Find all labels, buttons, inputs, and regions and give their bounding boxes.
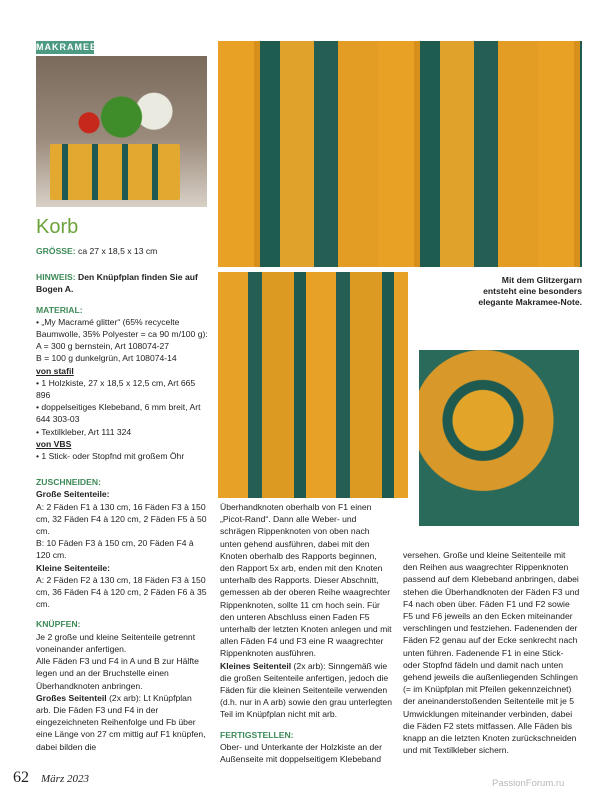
material-source-stafil: von stafil <box>36 365 74 376</box>
middle-p2 <box>220 660 392 721</box>
macrame-basket-image <box>50 144 180 200</box>
middle-column <box>220 501 392 765</box>
groesse-label: GRÖSSE: <box>36 246 76 256</box>
zuschneiden-heading: ZUSCHNEIDEN: <box>36 477 101 488</box>
issue-date: März 2023 <box>41 773 89 785</box>
hinweis-line <box>36 271 208 295</box>
hinweis-value: Den Knüpfplan finden Sie auf Bogen A. <box>36 272 198 295</box>
knuepfen-p1: Je 2 große und kleine Seitenteile getrennt voneinander anfertigen. <box>36 631 196 654</box>
gross-line-a: A: 2 Fäden F1 à 130 cm, 16 Fäden F3 à 150 cm, 32 Fäden F4 à 120 cm, 2 Fäden F5 à 50 cm. <box>36 501 207 537</box>
gross-label: Große Seitenteile: <box>36 489 110 500</box>
groesse-value: ca 27 x 18,5 x 13 cm <box>75 246 158 256</box>
knuepfen-heading: KNÜPFEN: <box>36 619 81 630</box>
klein-line-a: A: 2 Fäden F2 à 130 cm, 18 Fäden F3 à 150 cm, 36 Fäden F4 à 120 cm, 2 Fäden F6 à 35 cm. <box>36 574 207 610</box>
fertigstellen-heading: FERTIGSTELLEN: <box>220 729 294 740</box>
gross-seitenteil-label: Großes Seitenteil <box>36 692 107 703</box>
material-line-2: A = 300 g bernstein, Art 108074-27 <box>36 341 170 352</box>
knuepfen-p3 <box>36 692 208 753</box>
left-column <box>36 245 208 753</box>
material-line-6: • doppelseitiges Klebeband, 6 mm breit, Art 644 303-03 <box>36 402 201 425</box>
photo-caption: Mit dem Glitzergarn entsteht eine besonders elegante Makramee-Note. <box>478 275 582 307</box>
hinweis-label: HINWEIS: <box>36 272 76 283</box>
material-source-vbs: von VBS <box>36 438 72 449</box>
basket-photo <box>36 56 207 207</box>
page-number: 62 <box>13 769 29 786</box>
section-tag: MAKRAMEE <box>36 42 97 52</box>
article-title: Korb <box>36 216 79 238</box>
material-line-7: • Textilkleber, Art 111 324 <box>36 426 132 437</box>
vegetables-image <box>50 88 180 146</box>
knuepfen-p3-text: (2x arb): Lt Knüpfplan arb. Die Fäden F3 und F4 in der eingezeichneten Reihenfolge und Fb über eine Länge von 27 cm mittig auf F1 knüpfen, dabei bilden die <box>36 692 206 752</box>
material-line-5: • 1 Holzkiste, 27 x 18,5 x 12,5 cm, Art 665 896 <box>36 377 196 401</box>
gross-line-b: B: 10 Fäden F3 à 150 cm, 20 Fäden F4 à 120 cm. <box>36 538 194 561</box>
groesse-line <box>36 245 208 257</box>
klein-label: Kleine Seitenteile: <box>36 562 111 573</box>
watermark: PassionForum.ru <box>492 778 565 789</box>
middle-p2-text: (2x arb): Sinngemäß wie die großen Seitenteile anfertigen, jedoch die Fäden für die kleinen Seitenteile verwenden (d.h. nur in A arb) sowie den grau unterlegten Teil im Knüpfplan nicht mit arb. <box>220 660 392 720</box>
macrame-closeup-photo-middle <box>218 272 408 498</box>
material-heading: MATERIAL: <box>36 304 83 315</box>
material-line-9: • 1 Stick- oder Stopfnd mit großem Öhr <box>36 451 185 462</box>
macrame-detail-photo <box>416 347 582 529</box>
macrame-closeup-photo-top <box>218 41 582 267</box>
material-line-3: B = 100 g dunkelgrün, Art 108074-14 <box>36 353 177 364</box>
right-p1: versehen. Große und kleine Seitenteile mit den Reihen aus waagrechter Rippenknoten passend auf dem Klebeband anbringen, dabei stehen die Überhandknoten der Fäden F3 und F4 nach oben über. Fäden F1 und F2 sowie F5 und F6 jeweils an den Ecken miteinander verschlingen und festziehen. Fadenenden der Fäden F2 genau auf der Ecke senkrecht nach unten führen. Fadenende F1 in eine Stick- oder Stopfnd fädeln und damit nach unten gehend jeweils die außenliegenden Schlingen (= im Knüpfplan mit Pfeilen gekennzeichnet) der aneinanderstoßenden Seitenteile mit je 5 Umwicklungen miteinander verbinden, dabei die Fäden F2 stets mitfassen. Alle Fäden bis knapp an die letzten Knoten zurückschneiden und mit Textilkleber sichern. <box>403 550 580 756</box>
middle-p1: Überhandknoten oberhalb von F1 einen „Picot-Rand“. Dann alle Weber- und schrägen Rippenknoten von oben nach unten gehend ausführen, dabei mit den Knoten oberhalb des Rapports beginnen, den Rapport 5x arb, enden mit den Knoten unterhalb des Rapports. Dieser Abschnitt, gemessen ab der oberen Reihe waagrechter Rippenknoten, sollte 11 cm hoch sein. Für den unteren Abschluss einen Faden F5 unterhalb der letzten Knoten anlegen und mit allen Fäden F4 und F3 eine R waagrechter Rippenknoten ausführen. <box>220 502 392 659</box>
klein-seitenteil-label: Kleines Seitenteil <box>220 660 292 671</box>
middle-p3: Ober- und Unterkante der Holzkiste an der Außenseite mit doppelseitigem Klebeband <box>220 741 382 765</box>
knuepfen-p2: Alle Fäden F3 und F4 in A und B zur Hälfte legen und an der Bruchstelle einen Überhandknoten anbringen. <box>36 656 199 691</box>
material-line-1: • „My Macramé glitter“ (65% recycelte Baumwolle, 35% Polyester = ca 90 m/100 g): <box>36 316 208 340</box>
right-column <box>403 549 582 756</box>
